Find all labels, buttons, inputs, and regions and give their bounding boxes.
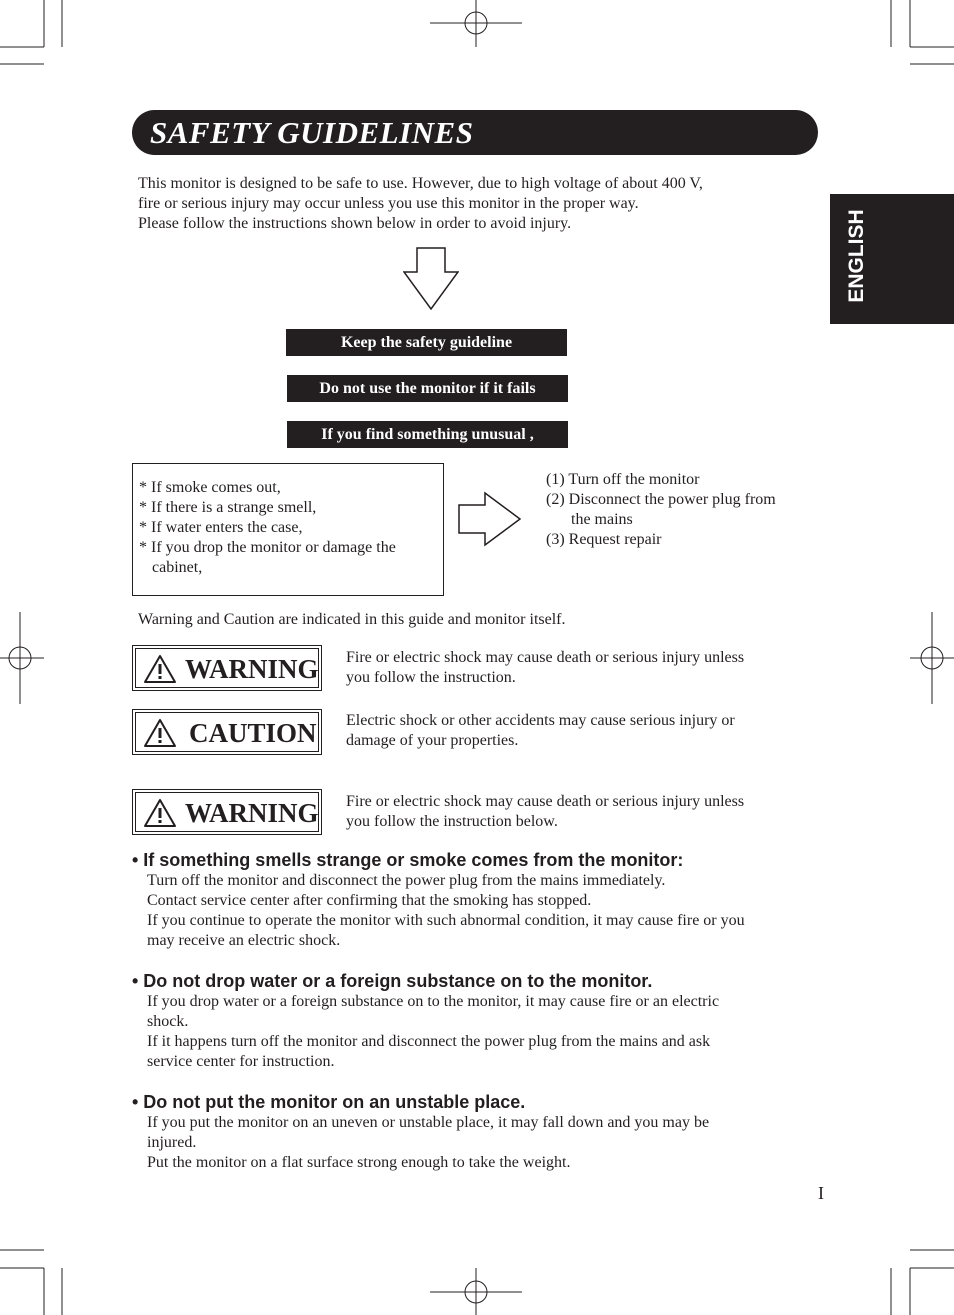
list-item: * If water enters the case, [139,519,303,536]
right-arrow-icon [457,491,523,547]
guideline-heading: • Do not drop water or a foreign substance on to the monitor. [132,971,653,991]
language-tab-label: ENGLISH [845,209,868,303]
intro-paragraph [138,174,703,234]
intro-line: This monitor is designed to be safe to use. However, due to high voltage of about 400 V, [138,175,703,192]
guideline-item [132,970,719,1072]
guideline-body [132,871,745,951]
guideline-body [132,1113,709,1173]
registration-mark-icon [910,612,954,704]
description-line: you follow the instruction. [346,669,516,686]
flow-step-keep-guideline: Keep the safety guideline [286,329,567,356]
list-item: (3) Request repair [546,531,662,548]
registration-mark-icon [430,1268,522,1315]
body-line: Put the monitor on a flat surface strong enough to take the weight. [147,1154,571,1171]
guideline-heading: • Do not put the monitor on an unstable place. [132,1092,526,1112]
description-line: Electric shock or other accidents may cause serious injury or [346,712,735,729]
description-line: you follow the instruction below. [346,813,558,830]
guideline-item [132,849,745,951]
sign-label: WARNING [185,654,319,684]
intro-line: fire or serious injury may occur unless you use this monitor in the proper way. [138,195,639,212]
list-item: the mains [571,511,633,528]
body-line: If it happens turn off the monitor and disconnect the power plug from the mains and ask [147,1033,711,1050]
warning-triangle-icon [143,718,177,748]
page-title: SAFETY GUIDELINES [150,115,474,150]
caution-sign [132,709,322,755]
sign-label: CAUTION [189,718,317,748]
sign-label: WARNING [185,798,319,828]
body-line: If you drop water or a foreign substance on to the monitor, it may cause fire or an electric [147,993,720,1010]
list-item: (2) Disconnect the power plug from [546,491,776,508]
page-number: I [818,1183,824,1203]
list-item: * If smoke comes out, [139,479,281,496]
description-line: Fire or electric shock may cause death or serious injury unless [346,793,745,810]
guideline-body [132,992,719,1072]
warning-sign [132,645,322,691]
language-tab [830,194,954,324]
caution-description [346,711,735,751]
intro-line: Please follow the instructions shown below in order to avoid injury. [138,215,572,232]
down-arrow-icon [403,247,459,311]
registration-mark-icon [0,612,44,704]
guideline-heading: • If something smells strange or smoke comes from the monitor: [132,850,684,870]
body-line: injured. [147,1134,197,1151]
body-line: Contact service center after confirming that the smoking has stopped. [147,892,592,909]
body-line: shock. [147,1013,189,1030]
registration-mark-icon [430,0,522,47]
list-item: (1) Turn off the monitor [546,471,700,488]
description-line: Fire or electric shock may cause death or serious injury unless [346,649,745,666]
body-line: may receive an electric shock. [147,932,341,949]
warning-sign [132,789,322,835]
notice-text: Warning and Caution are indicated in this guide and monitor itself. [138,611,566,628]
list-item: * If you drop the monitor or damage the [139,539,396,556]
warning-description [346,792,744,832]
flow-step-do-not-use: Do not use the monitor if it fails [287,375,568,402]
body-line: If you put the monitor on an uneven or unstable place, it may fall down and you may be [147,1114,710,1131]
conditions-list [139,478,396,578]
flow-step-find-unusual: If you find something unusual , [287,421,568,448]
body-line: If you continue to operate the monitor with such abnormal condition, it may cause fire or you [147,912,745,929]
list-item: * If there is a strange smell, [139,499,317,516]
guideline-item [132,1091,709,1173]
warning-triangle-icon [143,798,177,828]
description-line: damage of your properties. [346,732,519,749]
body-line: Turn off the monitor and disconnect the power plug from the mains immediately. [147,872,666,889]
list-item: cabinet, [152,559,203,576]
warning-triangle-icon [143,654,177,684]
warning-description [346,648,744,688]
body-line: service center for instruction. [147,1053,335,1070]
action-steps [546,470,776,550]
